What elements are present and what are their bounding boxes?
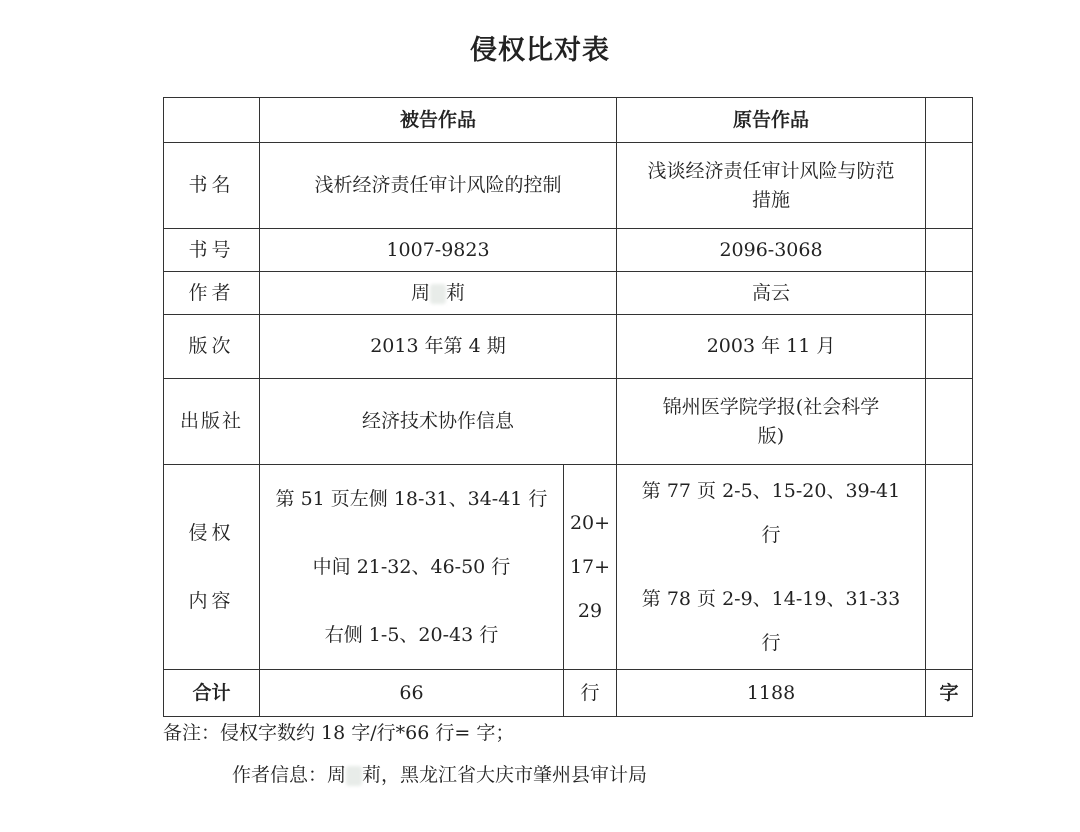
header-defendant-work: 被告作品 — [260, 98, 617, 143]
label-infringement-line2: 内容 — [188, 590, 235, 612]
count-line: 29 — [577, 600, 603, 622]
defendant-infringement — [260, 465, 564, 670]
note-author-prefix: 作者信息：周 — [232, 764, 347, 786]
plaintiff-book-name-line2: 措施 — [752, 188, 791, 211]
infringement-count — [564, 465, 617, 670]
count-line: 20+ — [569, 512, 611, 534]
plaintiff-infringement-line: 第 77 页 2-5、15-20、39-41 — [641, 480, 901, 502]
plaintiff-infringement-spacer — [617, 557, 925, 577]
defendant-edition: 2013 年第 4 期 — [260, 315, 617, 379]
header-empty-cell — [164, 98, 260, 143]
plaintiff-book-name-line1: 浅谈经济责任审计风险与防范 — [647, 160, 895, 182]
defendant-author-last: 莉 — [446, 281, 466, 304]
header-extra-cell — [926, 98, 973, 143]
defendant-total: 66 — [260, 670, 564, 717]
plaintiff-author: 高云 — [617, 272, 926, 315]
defendant-publisher: 经济技术协作信息 — [260, 379, 617, 465]
comparison-table — [163, 97, 973, 717]
label-publisher: 出版社 — [164, 379, 260, 465]
count-line: 17+ — [569, 556, 611, 578]
label-infringement — [164, 465, 260, 670]
row-publisher — [164, 379, 973, 465]
plaintiff-publisher — [617, 379, 926, 465]
label-infringement-line1: 侵权 — [188, 522, 235, 544]
defendant-author — [260, 272, 617, 315]
header-plaintiff-work: 原告作品 — [617, 98, 926, 143]
label-book-name: 书名 — [164, 143, 260, 229]
defendant-total-unit: 行 — [564, 670, 617, 717]
plaintiff-infringement-line: 行 — [761, 524, 781, 546]
defendant-infringement-line: 中间 21-32、46-50 行 — [312, 556, 511, 578]
extra-cell — [926, 465, 973, 670]
extra-cell — [926, 379, 973, 465]
redaction-blur — [430, 284, 446, 304]
defendant-book-name: 浅析经济责任审计风险的控制 — [260, 143, 617, 229]
plaintiff-publisher-line1: 锦州医学院学报(社会科学 — [662, 396, 880, 418]
defendant-book-no: 1007-9823 — [260, 229, 617, 272]
row-book-no — [164, 229, 973, 272]
label-book-no: 书号 — [164, 229, 260, 272]
table-header-row — [164, 98, 973, 143]
plaintiff-publisher-line2: 版) — [757, 424, 785, 447]
note-author-info — [232, 760, 647, 787]
extra-cell — [926, 143, 973, 229]
plaintiff-total: 1188 — [617, 670, 926, 717]
note-author-suffix: 莉，黑龙江省大庆市肇州县审计局 — [362, 764, 648, 786]
defendant-infringement-line: 第 51 页左侧 18-31、34-41 行 — [275, 488, 548, 510]
defendant-author-first: 周 — [410, 281, 430, 304]
row-book-name — [164, 143, 973, 229]
plaintiff-infringement — [617, 465, 926, 670]
row-edition — [164, 315, 973, 379]
label-author: 作者 — [164, 272, 260, 315]
extra-cell — [926, 272, 973, 315]
row-author — [164, 272, 973, 315]
note-remark: 备注：侵权字数约 18 字/行*66 行= 字； — [163, 722, 515, 744]
plaintiff-book-no: 2096-3068 — [617, 229, 926, 272]
label-edition: 版次 — [164, 315, 260, 379]
defendant-infringement-line: 右侧 1-5、20-43 行 — [324, 624, 499, 646]
plaintiff-infringement-line: 行 — [761, 632, 781, 654]
plaintiff-total-unit: 字 — [926, 670, 973, 717]
plaintiff-book-name — [617, 143, 926, 229]
plaintiff-infringement-line: 第 78 页 2-9、14-19、31-33 — [641, 588, 901, 610]
page-title: 侵权比对表 — [470, 35, 610, 66]
plaintiff-edition: 2003 年 11 月 — [617, 315, 926, 379]
redaction-blur — [346, 766, 362, 786]
extra-cell — [926, 315, 973, 379]
row-infringement — [164, 465, 973, 670]
label-total: 合计 — [164, 670, 260, 717]
extra-cell — [926, 229, 973, 272]
row-total — [164, 670, 973, 717]
